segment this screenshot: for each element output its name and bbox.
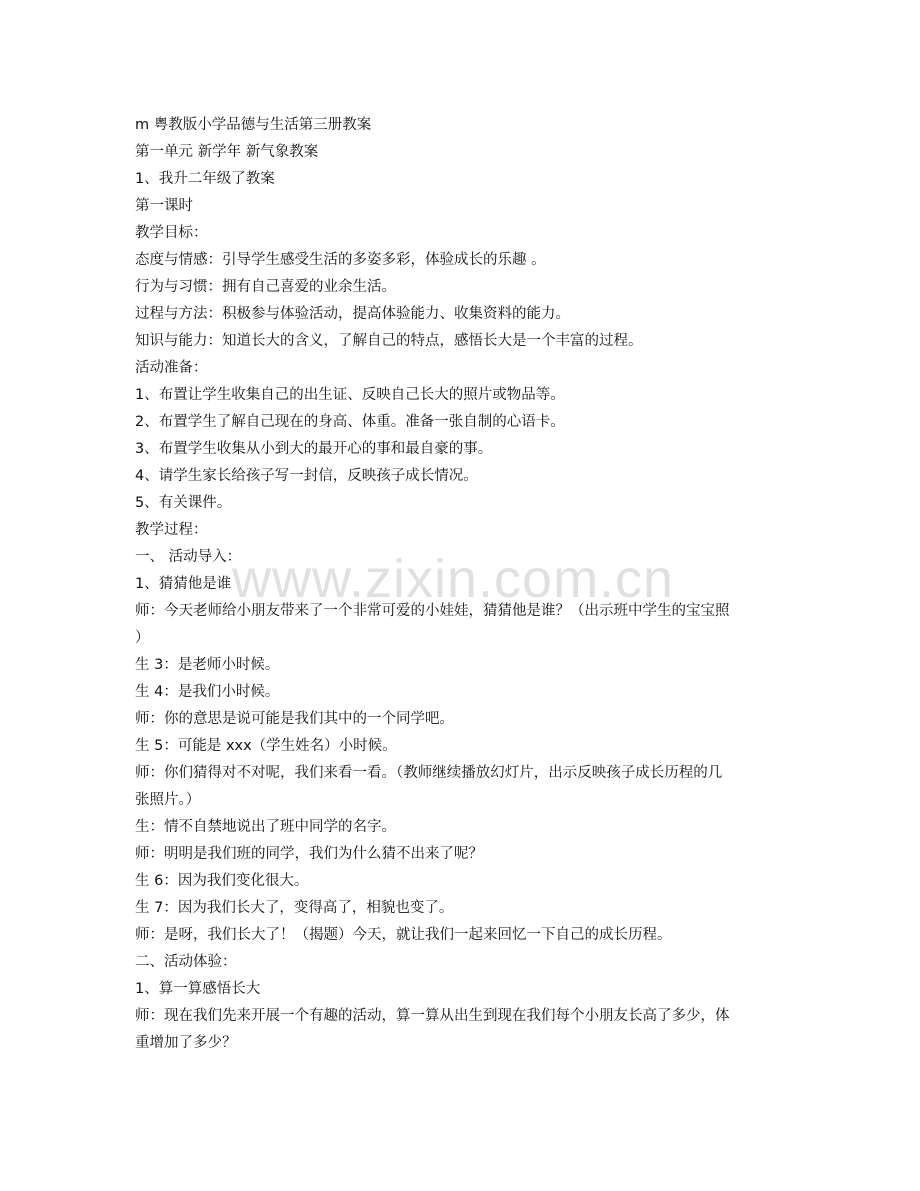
text-line: 第一单元 新学年 新气象教案 (135, 144, 319, 160)
text-line: 5、有关课件。 (135, 495, 232, 511)
text-line: 师：是呀，我们长大了！（揭题）今天，就让我们一起来回忆一下自己的成长历程。 (135, 927, 672, 943)
text-line: 1、算一算感悟长大 (135, 981, 261, 997)
text-line: 4、请学生家长给孩子写一封信，反映孩子成长情况。 (135, 468, 478, 484)
text-line: 行为与习惯：拥有自己喜爱的业余生活。 (135, 279, 396, 295)
text-line: 活动准备： (135, 360, 208, 376)
text-line: 二、活动体验： (135, 954, 237, 970)
text-line: 师：明明是我们班的同学，我们为什么猜不出来了呢？ (135, 846, 483, 862)
text-line: 师：今天老师给小朋友带来了一个非常可爱的小娃娃，猜猜他是谁？（出示班中学生的宝宝照 (135, 603, 730, 619)
text-line: 2、布置学生了解自己现在的身高、体重。准备一张自制的心语卡。 (135, 414, 565, 430)
text-line: 师：你们猜得对不对呢，我们来看一看。（教师继续播放幻灯片，出示反映孩子成长历程的几 (135, 765, 723, 781)
text-line: 生 7：因为我们长大了，变得高了，相貌也变了。 (135, 900, 454, 916)
document-body (135, 112, 785, 1057)
text-line: 师：你的意思是说可能是我们其中的一个同学吧。 (135, 711, 454, 727)
text-line: 生 4：是我们小时候。 (135, 684, 280, 700)
text-line: 一、 活动导入： (135, 549, 242, 565)
text-line: 1、布置让学生收集自己的出生证、反映自己长大的照片或物品等。 (135, 387, 565, 403)
text-line: 1、猜猜他是谁 (135, 576, 232, 592)
text-line: ） (135, 630, 150, 646)
watermark: www.zixin.com.cn (232, 549, 675, 609)
text-line: 1、我升二年级了教案 (135, 171, 275, 187)
text-line: 教学目标： (135, 225, 208, 241)
text-line: 教学过程： (135, 522, 208, 538)
text-line: 3、布置学生收集从小到大的最开心的事和最自豪的事。 (135, 441, 493, 457)
text-line: 生：情不自禁地说出了班中同学的名字。 (135, 819, 396, 835)
text-line: 重增加了多少？ (135, 1035, 237, 1051)
text-line: 第一课时 (135, 198, 193, 214)
text-line: 张照片。） (135, 792, 201, 808)
text-line: 生 6：因为我们变化很大。 (135, 873, 309, 889)
text-line: 师：现在我们先来开展一个有趣的活动，算一算从出生到现在我们每个小朋友长高了多少，体 (135, 1008, 730, 1024)
text-line: 生 5：可能是 xxx（学生姓名）小时候。 (135, 738, 397, 754)
text-line: 生 3：是老师小时候。 (135, 657, 280, 673)
text-line: m 粤教版小学品德与生活第三册教案 (135, 117, 372, 133)
text-line: 过程与方法：积极参与体验活动，提高体验能力、收集资料的能力。 (135, 306, 570, 322)
text-line: 态度与情感：引导学生感受生活的多姿多彩，体验成长的乐趣 。 (135, 252, 546, 268)
text-line: 知识与能力：知道长大的含义，了解自己的特点，感悟长大是一个丰富的过程。 (135, 333, 643, 349)
